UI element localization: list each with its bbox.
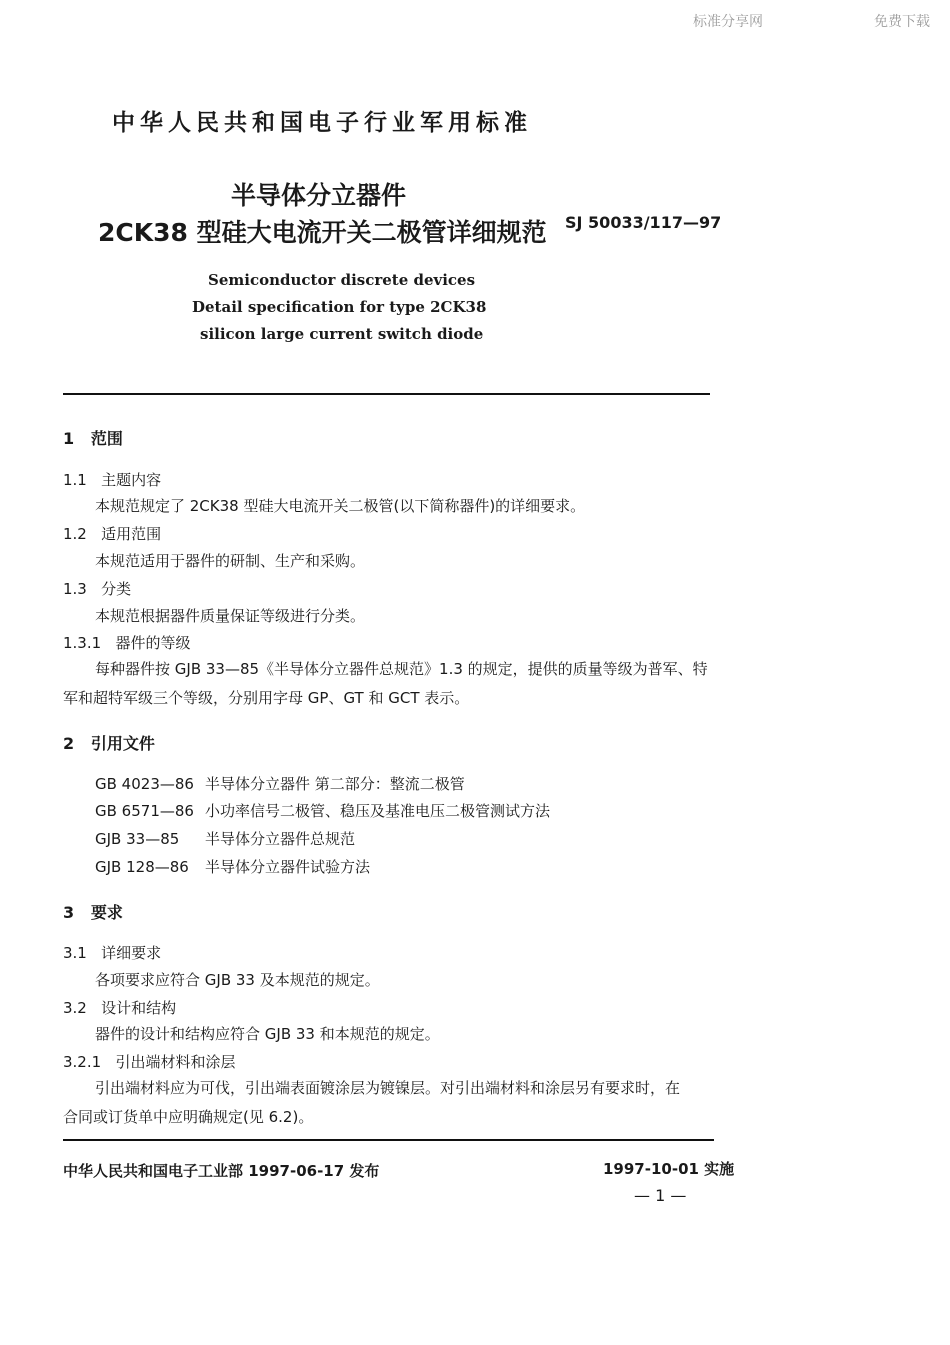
- section-3-2-1-text-line1: 引出端材料应为可伐，引出端表面镀涂层为镀镍层。对引出端材料和涂层另有要求时，在: [95, 1079, 681, 1097]
- section-2-heading: [63, 731, 155, 754]
- section-3-2-1-text-line2: 合同或订货单中应明确规定(见 6.2)。: [63, 1108, 314, 1126]
- standard-number: SJ 50033/117—97: [565, 213, 722, 232]
- section-number: 1.1: [63, 471, 87, 489]
- section-title: 引出端材料和涂层: [115, 1053, 236, 1071]
- reference-item: [95, 800, 550, 821]
- section-title: 设计和结构: [101, 999, 177, 1017]
- section-3-heading: [63, 900, 123, 923]
- section-title: 器件的等级: [115, 634, 191, 652]
- organization-standard-heading: 中华人民共和国电子行业军用标准: [112, 110, 532, 136]
- reference-title: 小功率信号二极管、稳压及基准电压二极管测试方法: [205, 802, 551, 820]
- english-title-line3: silicon large current switch diode: [200, 325, 484, 343]
- section-3-1-heading: [63, 942, 161, 963]
- section-title: 主题内容: [101, 471, 162, 489]
- section-title: 适用范围: [101, 525, 162, 543]
- page-number: — 1 —: [634, 1186, 687, 1205]
- document-title-line2: 2CK38 型硅大电流开关二极管详细规范: [98, 218, 547, 247]
- reference-code: GB 4023—86: [95, 775, 194, 793]
- section-1-3-1-heading: [63, 632, 191, 653]
- section-1-3-heading: [63, 578, 131, 599]
- section-number: 1.2: [63, 525, 87, 543]
- reference-code: GJB 33—85: [95, 830, 180, 848]
- reference-item: [95, 856, 370, 877]
- issue-statement: 中华人民共和国电子工业部 1997-06-17 发布: [63, 1162, 380, 1180]
- section-number: 1: [63, 429, 75, 448]
- implementation-date: 1997-10-01 实施: [603, 1160, 735, 1178]
- reference-item: [95, 828, 355, 849]
- english-title-line2: Detail specification for type 2CK38: [192, 298, 487, 316]
- reference-code: GJB 128—86: [95, 858, 189, 876]
- section-title: 引用文件: [90, 734, 155, 753]
- document-title-line1: 半导体分立器件: [231, 181, 407, 210]
- section-number: 1.3.1: [63, 634, 102, 652]
- section-number: 2: [63, 734, 75, 753]
- section-1-heading: [63, 426, 123, 449]
- english-title-line1: Semiconductor discrete devices: [208, 271, 476, 289]
- section-1-1-text: 本规范规定了 2CK38 型硅大电流开关二极管(以下简称器件)的详细要求。: [95, 497, 586, 515]
- section-1-3-1-text-line1: 每种器件按 GJB 33—85《半导体分立器件总规范》1.3 的规定，提供的质量等级为普军、特: [95, 660, 708, 678]
- reference-code: GB 6571—86: [95, 802, 194, 820]
- header-divider: [63, 393, 710, 395]
- footer-divider: [63, 1139, 714, 1141]
- section-1-3-text: 本规范根据器件质量保证等级进行分类。: [95, 607, 366, 625]
- section-3-2-text: 器件的设计和结构应符合 GJB 33 和本规范的规定。: [95, 1025, 440, 1043]
- section-title: 分类: [101, 580, 132, 598]
- reference-title: 半导体分立器件总规范: [205, 830, 356, 848]
- section-number: 3.2.1: [63, 1053, 102, 1071]
- section-1-1-heading: [63, 469, 161, 490]
- section-1-3-1-text-line2: 军和超特军级三个等级，分别用字母 GP、GT 和 GCT 表示。: [63, 689, 470, 707]
- section-number: 3.1: [63, 944, 87, 962]
- watermark-left: 标准分享网: [693, 14, 763, 30]
- section-3-2-1-heading: [63, 1051, 236, 1072]
- reference-item: [95, 773, 465, 794]
- reference-title: 半导体分立器件试验方法: [205, 858, 371, 876]
- section-3-1-text: 各项要求应符合 GJB 33 及本规范的规定。: [95, 971, 380, 989]
- section-1-2-heading: [63, 523, 161, 544]
- section-number: 3: [63, 903, 75, 922]
- section-number: 3.2: [63, 999, 87, 1017]
- section-1-2-text: 本规范适用于器件的研制、生产和采购。: [95, 552, 366, 570]
- section-3-2-heading: [63, 997, 176, 1018]
- section-number: 1.3: [63, 580, 87, 598]
- section-title: 详细要求: [101, 944, 162, 962]
- watermark-right: 免费下载: [874, 14, 930, 30]
- reference-title: 半导体分立器件 第二部分：整流二极管: [205, 775, 465, 793]
- section-title: 范围: [90, 429, 123, 448]
- section-title: 要求: [90, 903, 123, 922]
